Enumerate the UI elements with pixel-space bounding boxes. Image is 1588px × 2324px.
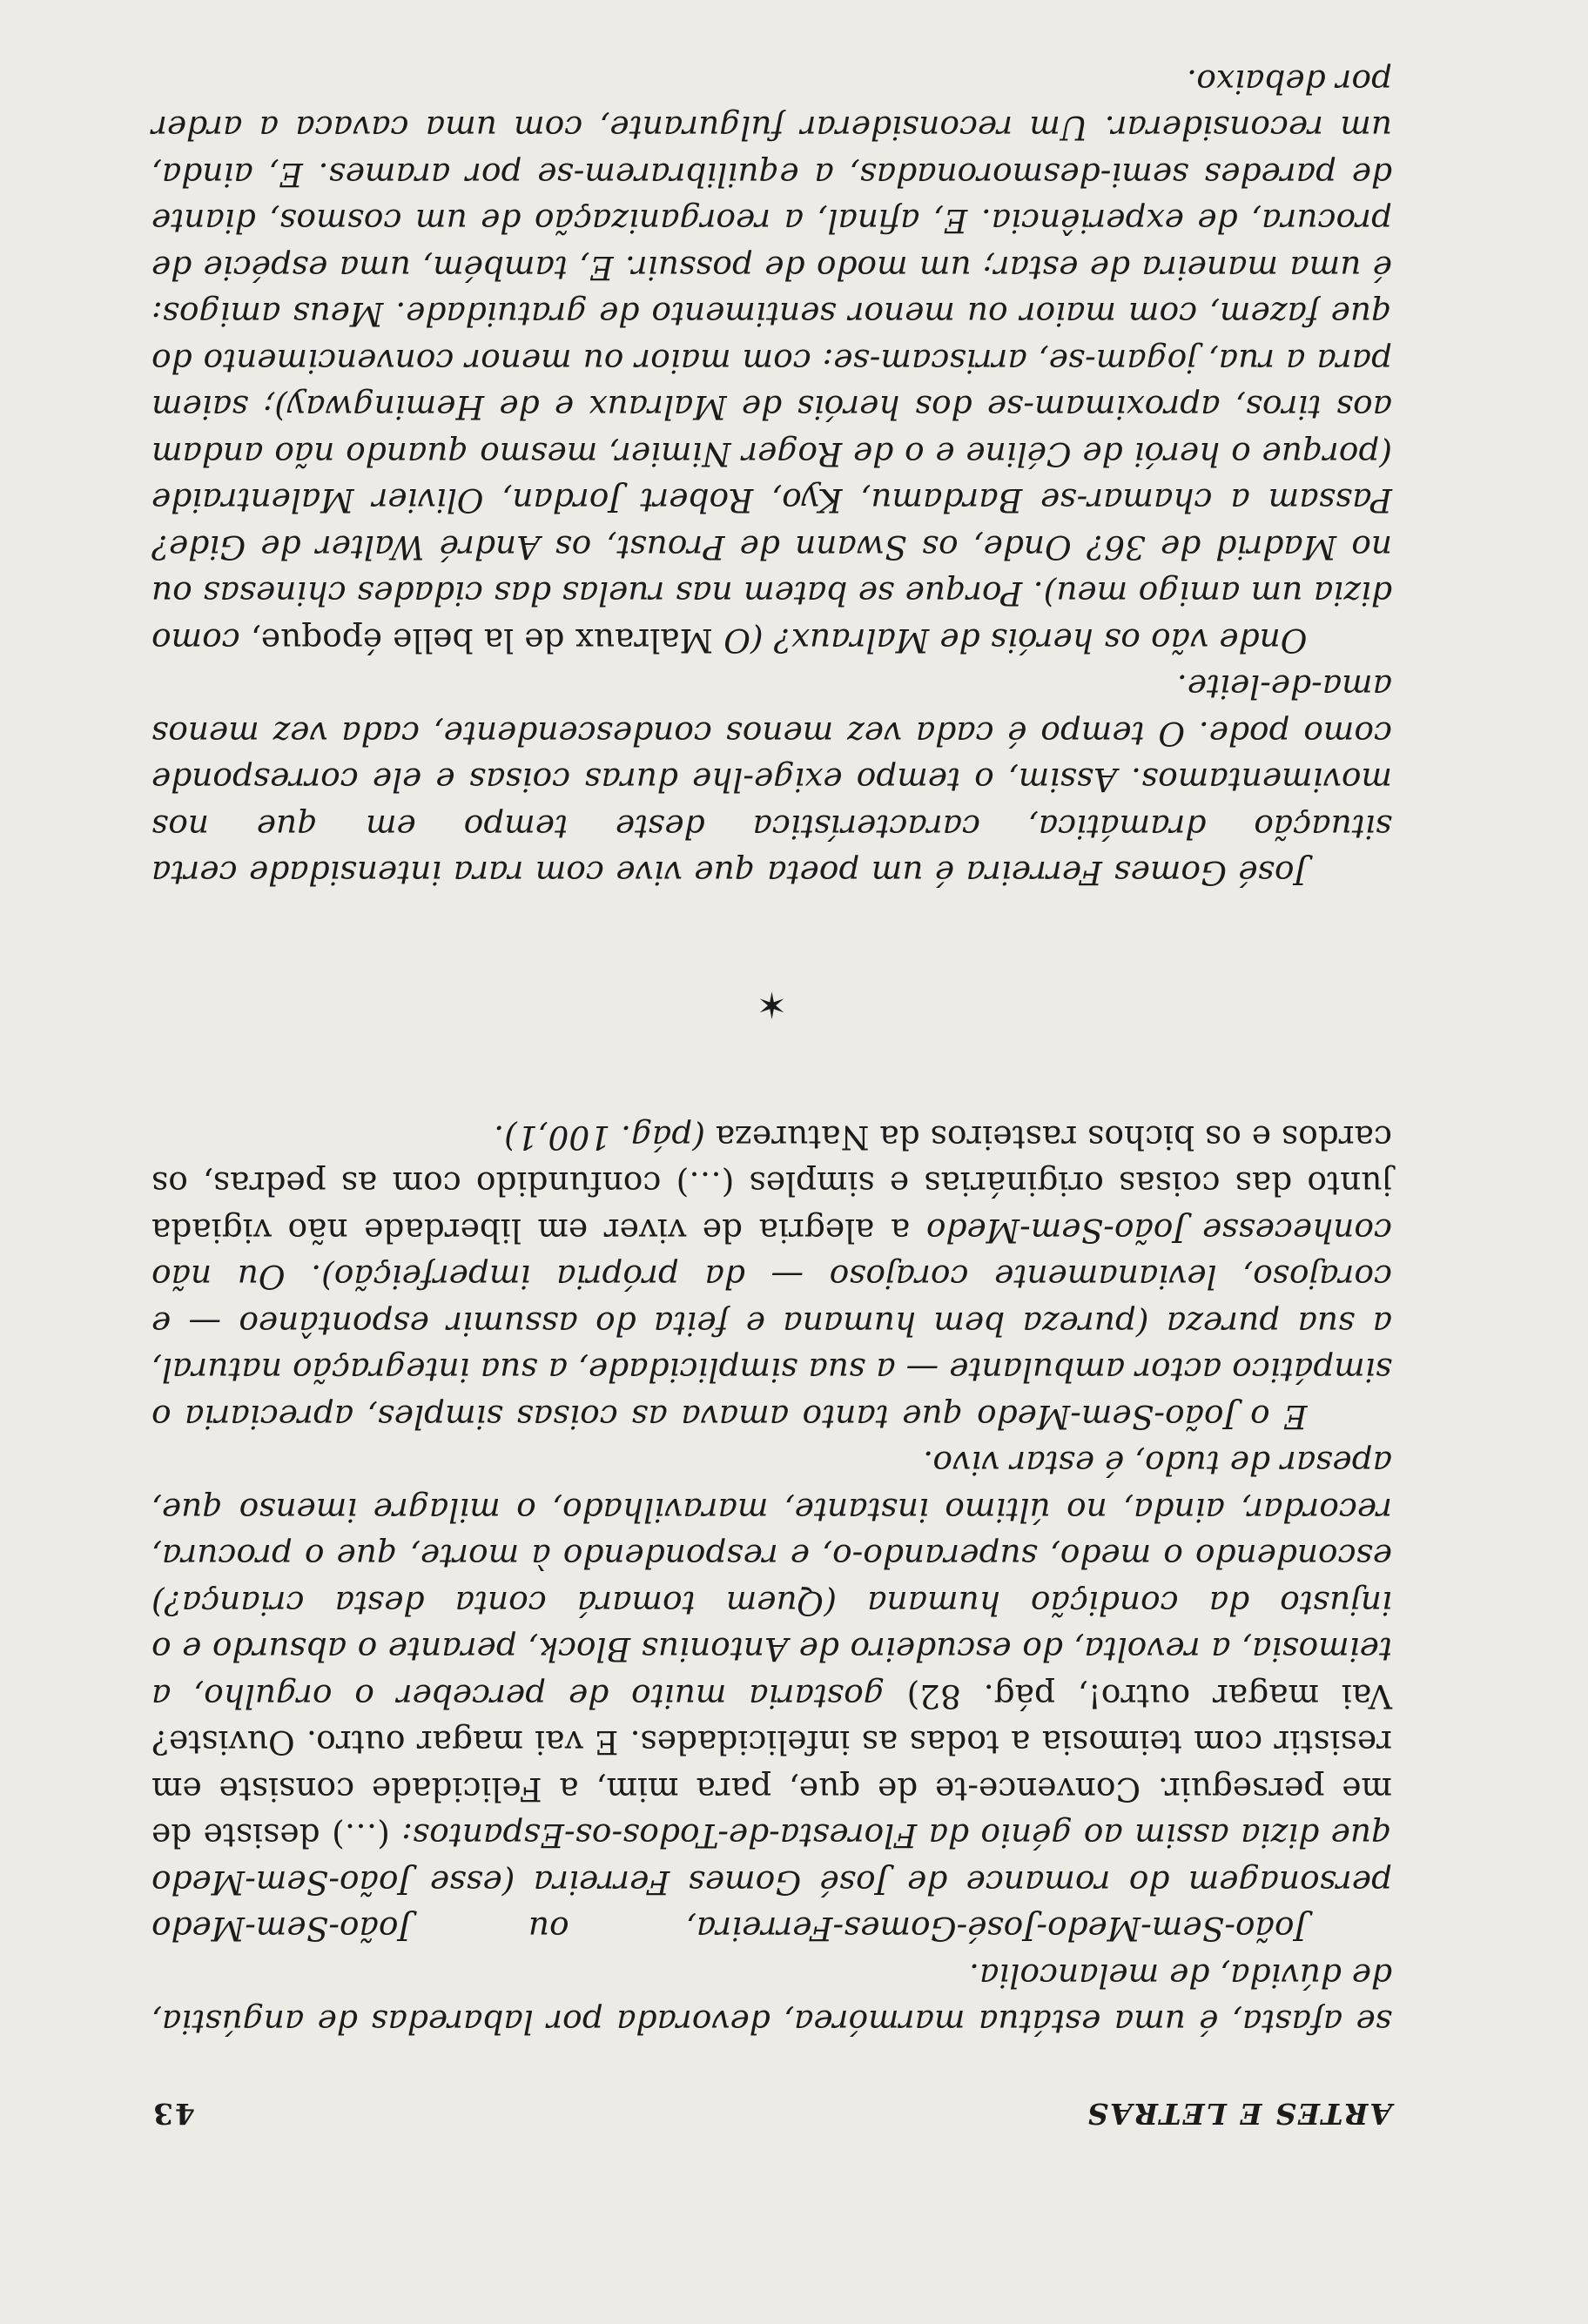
section-separator-star: ✶	[756, 984, 788, 1027]
page-reference: (pág. 100,1).	[494, 1118, 716, 1157]
paragraph-joao-sem-medo	[151, 1440, 1392, 1952]
paragraph-text: João-Sem-Medo-José-Gomes-Ferreira, ou João-Sem-Medo personagem do romance de José Gomes Ferreira (esse João-Sem-Medo que dizia assim ao génio da Floresta-de-Todos-os-Espantos:	[151, 1817, 1392, 1949]
page-content	[151, 58, 1392, 2138]
quotation-text: a alegria de viver em liberdade não vigiada junto das coisas originárias e simples (…) confundido com as pedras, os cardos e os bichos rasteiros da Natureza	[151, 1118, 1392, 1250]
quotation-text: (…) desiste de me perseguir. Convence-te de que, para mim, a Felicidade consiste em resistir com teimosia a todas as infelicidades. E vai magar outro. Ouviste? Vai magar outro!, pág. 82)	[151, 1677, 1392, 1856]
page-number: 43	[151, 2097, 195, 2131]
paragraph-text: Onde vão os heróis de Malraux? (O	[723, 621, 1308, 660]
running-header	[151, 2091, 1392, 2138]
paragraph-text: gostaria muito de perceber o orgulho, a teimosia, a revolta, do escudeiro de Antonius Block, perante o absurdo e o injusto da condição humana (Quem tomará conta desta criança?) escondendo o medo, superando-o, e respondendo à morte, que o procura, recordar, ainda, no último instante, maravilhado, o milagre imenso que, apesar de tudo, é estar vivo.	[151, 1444, 1392, 1716]
paragraph-text: E o João-Sem-Medo que tanto amava as coisas simples, apreciaria o simpático actor ambulante — a sua simplicidade, a sua integração natural, a sua pureza (pureza bem humana e feita do assumir espontâneo — e corajoso, levianamente corajoso — da própria imperfeição). Ou não conhecesse João-Sem-Medo	[151, 1212, 1392, 1436]
paragraph-actor	[151, 1114, 1392, 1441]
quoted-phrase: Malraux de la belle époque,	[250, 621, 724, 660]
paragraph-malraux	[151, 58, 1392, 664]
running-title: ARTES E LETRAS	[1086, 2097, 1392, 2131]
paragraph-text: como dizia um amigo meu). Porque se batem nas ruelas das cidades chinesas ou no Madrid de 36? Onde, os Swann de Proust, os André Walter de Gide? Passam a chamar-se Bardamu, Kyo, Robert Jordan, Olivier Malentraide (porque o herói de Céline e o de Roger Nimier, mesmo quando não andam aos tiros, aproximam-se dos heróis de Malraux e de Hemingway); saiem para a rua, jogam-se, arriscam-se: com maior ou menor convencimento do que fazem, com maior ou menor sentimento de gratuidade. Meus amigos: é uma maneira de estar; um modo de possuir. E, também, uma espécie de procura, de experiência. E, afinal, a reorganização de um cosmos, diante de paredes semi-desmoronadas, a equilibrarem-se por arames. E, ainda, um reconsiderar. Um reconsiderar fulgurante, com uma cavaca a arder por debaixo.	[151, 63, 1392, 660]
paragraph-poet: José Gomes Ferreira é um poeta que vive com rara intensidade certa situação dramática, característica deste tempo em que nos movimentamos. Assim, o tempo exige-lhe duras coisas e ele corresponde como pode. O tempo é cada vez menos condescendente, cada vez menos ama-de-leite.	[151, 668, 1392, 893]
paragraph-continuation: se afasta, é uma estátua marmórea, devorada por labaredas de angústia, de dúvida, de melancolia.	[151, 1957, 1392, 2042]
